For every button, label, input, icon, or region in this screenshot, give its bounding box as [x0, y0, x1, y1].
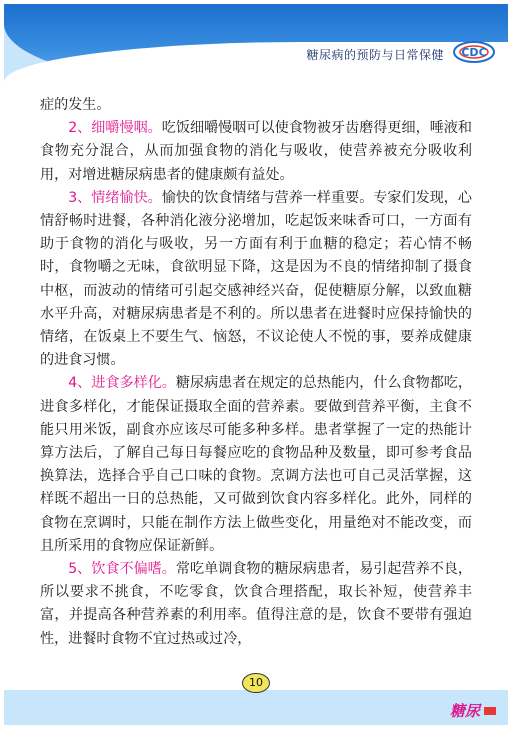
- article-body: [40, 94, 472, 651]
- paragraph-happy-mood: [40, 187, 472, 373]
- logo-text: CDC: [461, 46, 487, 59]
- corner-mark-text: 糖尿: [450, 702, 481, 720]
- cdc-logo-icon: [452, 36, 496, 68]
- paragraph-text: 症的发生。: [40, 97, 111, 113]
- paragraph-text: 糖尿病患者在规定的总热能内，什么食物都吃，进食多样化，才能保证摄取全面的营养素。要做到营养平衡，主食不能只用米饭，副食亦应该尽可能多种多样。患者掌握了一定的热能计算方法后，了解自己每日每餐应吃的食物品种及数量，即可参考食品换算法，选择合乎自己口味的食物。烹调方法也可自己灵活掌握，这样既不超出一日的总热能，又可做到饮食内容多样化。此外，同样的食物在烹调时，只能在制作方法上做些变化，用量绝对不能改变，而且所采用的食物应保证新鲜。: [40, 375, 472, 554]
- header-title: 糖尿病的预防与日常保健: [306, 48, 444, 62]
- publisher-mark-icon: [448, 699, 498, 721]
- paragraph-no-picky: [40, 558, 472, 651]
- paragraph-text: 愉快的饮食情绪与营养一样重要。专家们发现，心情舒畅时进餐，各种消化液分泌增加，吃起饭来味香可口，一方面有助于食物的消化与吸收，另一方面有利于血糖的稳定；若心情不畅时，食物嚼之无味，食欲明显下降，这是因为不良的情绪抑制了摄食中枢，而波动的情绪可引起交感神经兴奋，促使糖原分解，以致血糖水平升高，对糖尿病患者是不利的。所以患者在进餐时应保持愉快的情绪，在饭桌上不要生气、恼怒，不议论使人不悦的事，要养成健康的进食习惯。: [40, 189, 473, 369]
- section-heading: 3、情绪愉快。: [68, 189, 162, 206]
- section-heading: 4、进食多样化。: [68, 375, 176, 392]
- paragraph-chew-slowly: [40, 117, 472, 187]
- paragraph-text: 吃饭细嚼慢咽可以使食物被牙齿磨得更细，唾液和食物充分混合，从而加强食物的消化与吸收，使营养被充分吸收利用，对增进糖尿病患者的健康颇有益处。: [40, 120, 473, 183]
- paragraph-text: 常吃单调食物的糖尿病患者，易引起营养不良，所以要求不挑食，不吃零食，饮食合理搭配，取长补短，使营养丰富，并提高各种营养素的利用率。值得注意的是，饮食不要带有强迫性，进餐时食物不宜过热或过冷，: [40, 561, 472, 647]
- section-heading: 5、饮食不偏嗜。: [68, 561, 176, 578]
- paragraph-continued: [40, 94, 472, 117]
- page-number: 10: [242, 673, 270, 693]
- paragraph-diverse-diet: [40, 372, 472, 558]
- section-heading: 2、细嚼慢咽。: [68, 120, 162, 137]
